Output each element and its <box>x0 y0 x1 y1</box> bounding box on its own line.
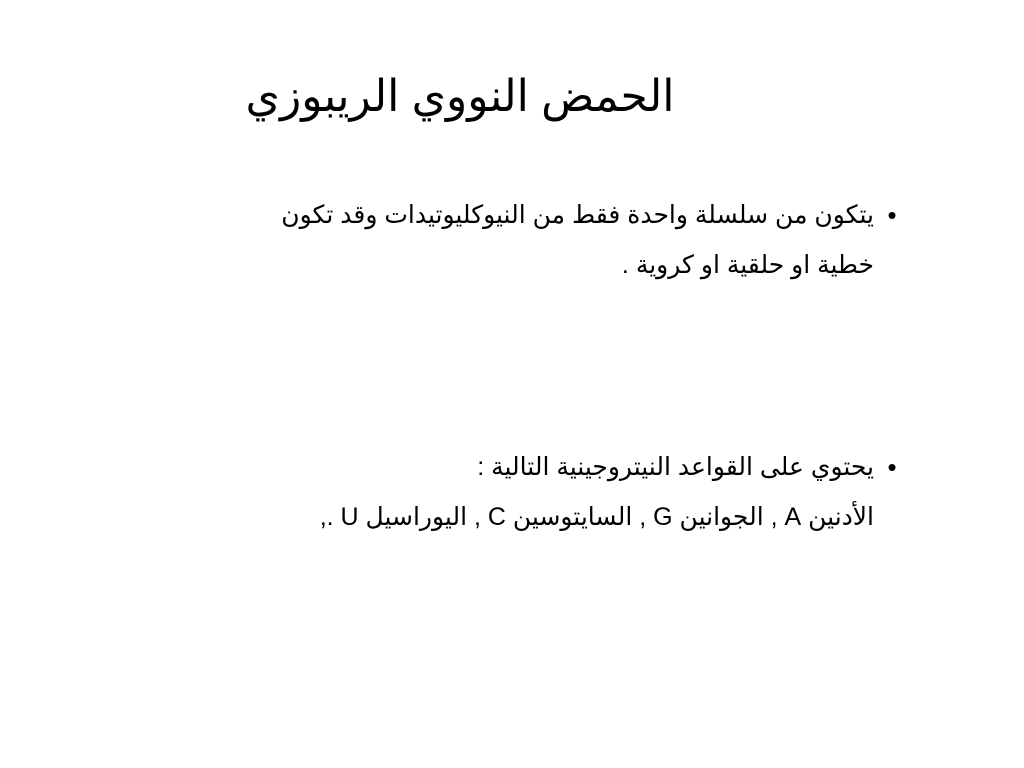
bullet-text <box>54 190 874 290</box>
bullet-line: خطية او حلقية او كروية . <box>621 251 874 279</box>
bullet-text <box>54 442 874 542</box>
bullet-dot-icon: • <box>887 452 897 482</box>
bullet-line: يتكون من سلسلة واحدة فقط من النيوكليوتيدات وقد تكون <box>281 201 874 229</box>
bullet-dot-icon: • <box>887 200 897 230</box>
bullet-line: يحتوي على القواعد النيتروجينية التالية : <box>477 453 874 481</box>
bullet-line: الأدنين A , الجوانين G , السايتوسين C , اليوراسيل U ., <box>319 503 874 531</box>
slide-title: الحمض النووي الريبوزي <box>245 72 675 121</box>
